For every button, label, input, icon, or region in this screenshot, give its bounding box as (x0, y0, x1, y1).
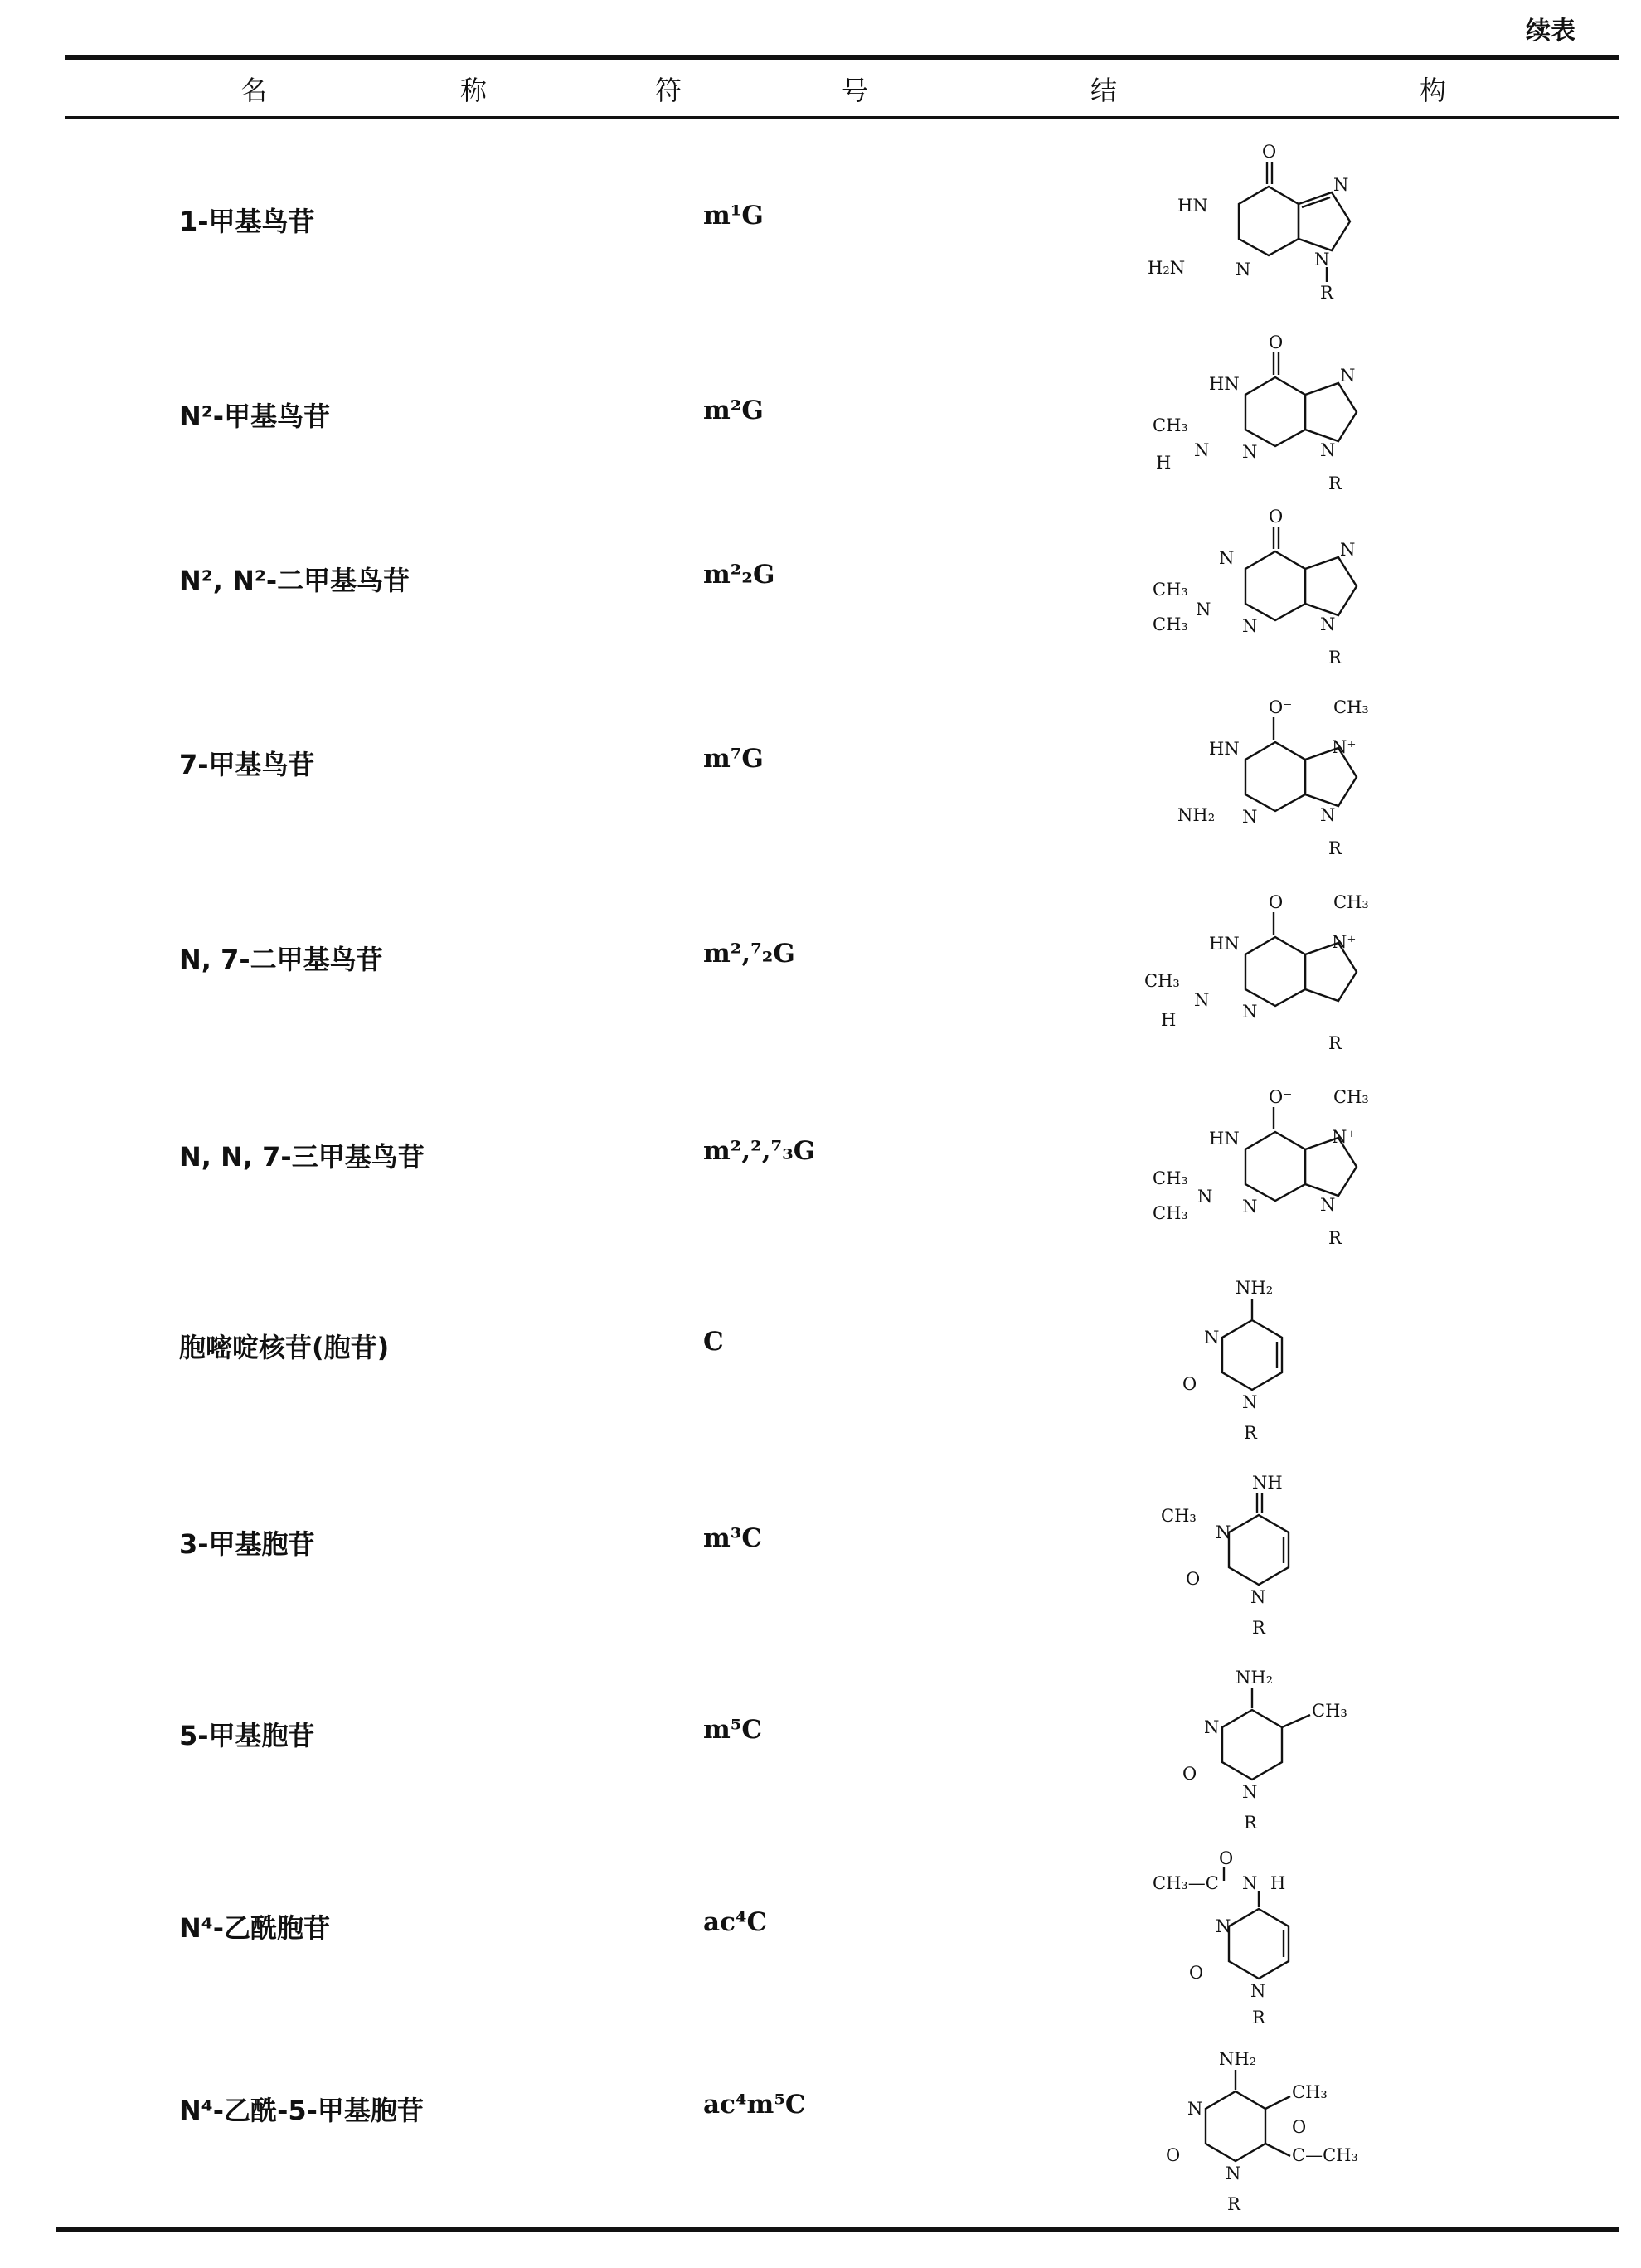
svg-text:CH₃: CH₃ (1312, 1701, 1347, 1721)
svg-text:N: N (1216, 1523, 1231, 1542)
header-name-2: 称 (460, 75, 488, 106)
svg-text:CH₃: CH₃ (1333, 892, 1369, 912)
svg-text:N: N (1194, 440, 1210, 460)
svg-text:H₂N: H₂N (1148, 258, 1186, 278)
svg-text:CH₃: CH₃ (1153, 1168, 1188, 1188)
svg-text:CH₃: CH₃ (1161, 1506, 1197, 1526)
row-symbol: C (703, 1327, 724, 1357)
svg-text:N⁺: N⁺ (1332, 932, 1357, 952)
svg-text:N: N (1194, 990, 1210, 1010)
svg-text:R: R (1252, 1618, 1265, 1638)
svg-text:N: N (1242, 1197, 1258, 1217)
svg-text:N: N (1236, 260, 1251, 279)
row-name: N²-甲基鸟苷 (179, 401, 331, 432)
svg-text:CH₃: CH₃ (1153, 614, 1188, 634)
row-symbol: m¹G (703, 201, 764, 231)
svg-text:O: O (1219, 1848, 1234, 1868)
svg-text:N: N (1320, 1195, 1336, 1215)
structure-diagram (1136, 1078, 1418, 1260)
svg-text:N: N (1320, 805, 1336, 825)
svg-text:O: O (1269, 507, 1284, 527)
row-symbol: ac⁴m⁵C (703, 2090, 806, 2120)
svg-text:HN: HN (1209, 1129, 1240, 1149)
svg-text:HN: HN (1209, 934, 1240, 954)
svg-text:N: N (1197, 1187, 1213, 1207)
svg-text:N: N (1204, 1717, 1220, 1737)
svg-text:R: R (1244, 1423, 1257, 1443)
row-symbol: m⁵C (703, 1715, 763, 1745)
row-name: N, 7-二甲基鸟苷 (179, 944, 383, 975)
row-symbol: m²,⁷₂G (703, 939, 795, 969)
svg-text:N: N (1340, 366, 1356, 386)
row-name: 1-甲基鸟苷 (179, 206, 315, 237)
svg-text:O⁻: O⁻ (1269, 1087, 1293, 1107)
svg-text:NH₂: NH₂ (1219, 2049, 1257, 2069)
svg-text:R: R (1320, 283, 1333, 303)
structure-diagram (1136, 2040, 1418, 2222)
svg-text:N: N (1242, 807, 1258, 827)
structure-diagram (1136, 1269, 1418, 1451)
svg-text:H: H (1156, 453, 1172, 473)
svg-text:N: N (1196, 600, 1211, 619)
svg-text:O: O (1166, 2145, 1181, 2165)
svg-text:CH₃: CH₃ (1153, 415, 1188, 435)
top-rule (65, 55, 1619, 60)
svg-text:HN: HN (1209, 739, 1240, 759)
row-symbol: m⁷G (703, 744, 764, 774)
header-name-1: 名 (240, 75, 268, 106)
svg-text:O⁻: O⁻ (1269, 697, 1293, 717)
svg-text:CH₃: CH₃ (1333, 1087, 1369, 1107)
continued-label: 续表 (1526, 17, 1575, 46)
svg-text:HN: HN (1209, 374, 1240, 394)
svg-text:N: N (1314, 250, 1330, 270)
svg-text:NH₂: NH₂ (1177, 805, 1216, 825)
svg-text:N: N (1216, 1916, 1231, 1936)
row-name: N², N²-二甲基鸟苷 (179, 565, 410, 596)
svg-text:CH₃: CH₃ (1153, 1203, 1188, 1223)
svg-text:O: O (1269, 892, 1284, 912)
structure-diagram (1136, 133, 1418, 315)
svg-text:N: N (1204, 1328, 1220, 1348)
svg-text:R: R (1227, 2194, 1240, 2214)
svg-text:H: H (1161, 1010, 1177, 1030)
svg-text:C—CH₃: C—CH₃ (1292, 2145, 1358, 2165)
svg-text:HN: HN (1177, 196, 1208, 216)
svg-text:R: R (1328, 838, 1342, 858)
row-name: 3-甲基胞苷 (179, 1528, 315, 1560)
header-structure-1: 结 (1090, 75, 1118, 106)
structure-diagram (1136, 1659, 1418, 1841)
svg-text:N: N (1226, 2164, 1241, 2183)
svg-text:R: R (1328, 1033, 1342, 1053)
row-symbol: m²₂G (703, 560, 775, 590)
row-symbol: m²G (703, 396, 764, 425)
svg-text:N: N (1333, 175, 1349, 195)
row-name: N, N, 7-三甲基鸟苷 (179, 1141, 425, 1173)
svg-text:N: N (1242, 1873, 1258, 1893)
bottom-rule (56, 2227, 1619, 2232)
svg-text:O: O (1292, 2117, 1307, 2137)
svg-text:N: N (1250, 1587, 1266, 1607)
header-symbol-1: 符 (655, 75, 682, 106)
svg-text:N: N (1340, 540, 1356, 560)
svg-text:R: R (1328, 474, 1342, 493)
row-name: 5-甲基胞苷 (179, 1720, 315, 1751)
svg-text:CH₃: CH₃ (1292, 2082, 1328, 2102)
svg-text:NH₂: NH₂ (1236, 1668, 1274, 1688)
svg-text:R: R (1328, 1228, 1342, 1248)
structure-diagram (1136, 1849, 1418, 2032)
svg-text:N⁺: N⁺ (1332, 1127, 1357, 1147)
svg-text:N: N (1187, 2099, 1203, 2119)
svg-text:O: O (1189, 1963, 1204, 1983)
structure-diagram (1136, 498, 1418, 680)
svg-text:O: O (1186, 1569, 1201, 1589)
row-name: 7-甲基鸟苷 (179, 749, 315, 780)
row-name: N⁴-乙酰胞苷 (179, 1912, 331, 1944)
svg-text:N: N (1219, 548, 1235, 568)
svg-text:O: O (1262, 142, 1277, 162)
svg-text:NH: NH (1252, 1473, 1283, 1493)
header-symbol-2: 号 (842, 75, 869, 106)
svg-text:O: O (1182, 1374, 1197, 1394)
svg-text:N: N (1242, 1782, 1258, 1802)
structure-diagram (1136, 323, 1418, 506)
svg-text:R: R (1252, 2008, 1265, 2028)
svg-text:CH₃—C: CH₃—C (1153, 1873, 1219, 1893)
svg-text:R: R (1328, 648, 1342, 668)
structure-diagram (1136, 1464, 1418, 1646)
svg-text:N⁺: N⁺ (1332, 737, 1357, 757)
svg-text:N: N (1242, 616, 1258, 636)
svg-text:CH₃: CH₃ (1333, 697, 1369, 717)
header-structure-2: 构 (1420, 75, 1447, 106)
svg-text:CH₃: CH₃ (1144, 971, 1180, 991)
svg-text:O: O (1269, 333, 1284, 352)
row-symbol: ac⁴C (703, 1907, 768, 1937)
structure-diagram (1136, 688, 1418, 871)
svg-text:N: N (1250, 1981, 1266, 2001)
structure-diagram (1136, 883, 1418, 1066)
svg-text:NH₂: NH₂ (1236, 1278, 1274, 1298)
svg-text:N: N (1320, 440, 1336, 460)
row-name: 胞嘧啶核苷(胞苷) (179, 1332, 390, 1363)
svg-text:N: N (1242, 1392, 1258, 1412)
row-symbol: m³C (703, 1523, 763, 1553)
row-symbol: m²,²,⁷₃G (703, 1136, 816, 1166)
svg-text:O: O (1182, 1764, 1197, 1784)
svg-text:N: N (1242, 442, 1258, 462)
svg-text:N: N (1242, 1002, 1258, 1022)
svg-text:H: H (1270, 1873, 1286, 1893)
header-rule (65, 116, 1619, 119)
svg-text:CH₃: CH₃ (1153, 580, 1188, 600)
svg-text:N: N (1320, 614, 1336, 634)
row-name: N⁴-乙酰-5-甲基胞苷 (179, 2095, 424, 2126)
svg-text:R: R (1244, 1813, 1257, 1833)
